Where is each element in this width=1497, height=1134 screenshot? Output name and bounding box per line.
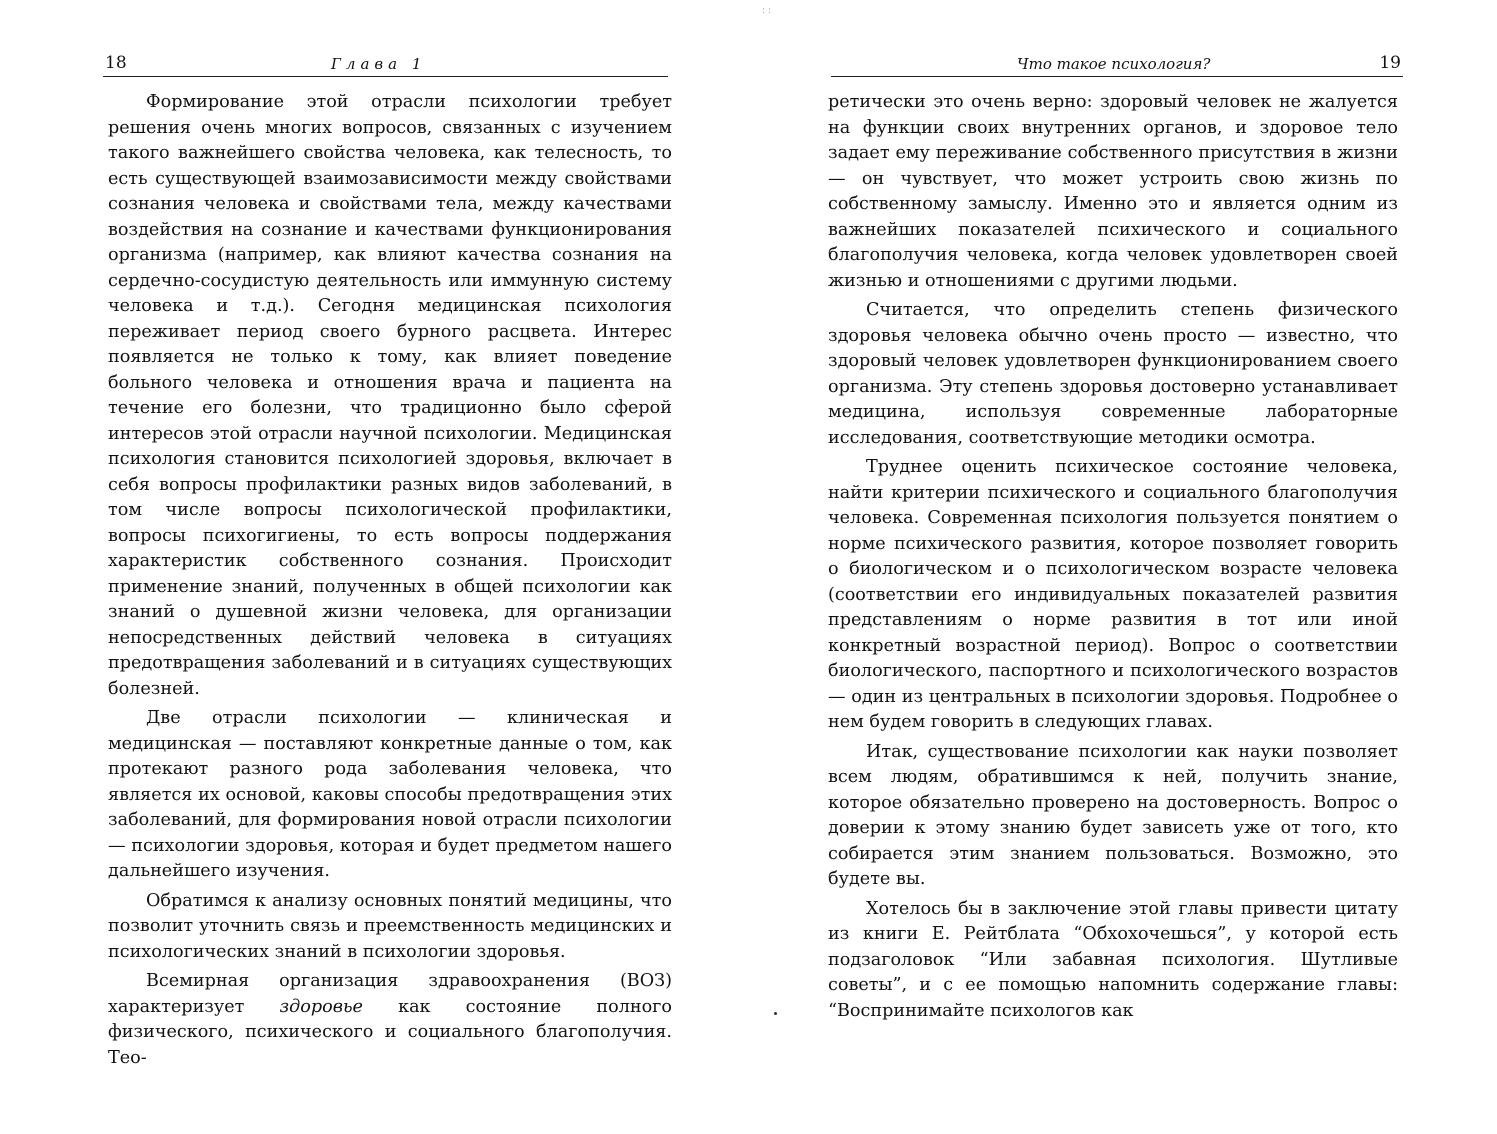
left-body-text bbox=[108, 90, 672, 1071]
left-paragraph-4 bbox=[108, 969, 672, 1071]
left-page bbox=[0, 0, 748, 1134]
gutter-mark: : : bbox=[762, 6, 771, 16]
right-paragraph-4: Хотелось бы в заключение этой главы привести цитату из книги Е. Рейтблата “Обхохочешься”, у которой есть подзаголовок “Или забавная психология. Шутливые советы”, и с ее помощью напомнить содержание главы: “Воспринимайте психологов как bbox=[828, 898, 1398, 1021]
left-page-number: 18 bbox=[105, 53, 127, 73]
left-paragraph-1: Формирование этой отрасли психологии требует решения очень многих вопросов, связанных с изучением такого важнейшего свойства человека, как телесность, то есть существующей взаимозависимости между свойствами сознания человека и свойствами тела, между качествами воздействия на сознание и качествами функционирования организма (например, как влияют качества сознания на сердечно-сосудистую деятельность или иммунную систему человека и т.д.). Сегодня медицинская психология переживает период своего бурного расцвета. Интерес появляется не только к тому, как влияет поведение больного человека и отношения врача и пациента на течение его болезни, что традиционно было сферой интересов этой отрасли научной психологии. Медицинская психология становится психологией здоровья, включает в себя вопросы профилактики разных видов заболеваний, в том числе вопросы психологической профилактики, вопросы психогигиены, то есть вопросы поддержания характеристик собственного сознания. Происходит применение знаний, полученных в общей психологии как знаний о душевной жизни человека, для организации непосредственных действий человека в ситуациях предотвращения заболеваний и в ситуациях существующих болезней. bbox=[108, 92, 672, 699]
right-paragraph-1: Считается, что определить степень физического здоровья человека обычно очень просто — известно, что здоровый человек удовлетворен функционированием своего организма. Эту степень здоровья достоверно устанавливает медицина, используя современные лабораторные исследования, соответствующие методики осмотра. bbox=[828, 300, 1398, 448]
left-paragraph-4-start: Всемирная организация здравоохранения (ВОЗ) характеризует bbox=[108, 971, 672, 1017]
right-page-number: 19 bbox=[1379, 53, 1401, 73]
right-paragraph-2: Труднее оценить психическое состояние человека, найти критерии психического и социального благополучия человека. Современная психология пользуется понятием о норме психического развития, которое позволяет говорить о биологическом и о психологическом возрасте человека (соответствии его индивидуальных показателей развития представлениям о норме развития в тот или иной конкретный возрастной период). Вопрос о соответствии биологического, паспортного и психологического возрастов — один из центральных в психологии здоровья. Подробнее о нем будем говорить в следующих главах. bbox=[828, 457, 1398, 732]
right-page bbox=[749, 0, 1497, 1134]
left-chapter-title: Глава 1 bbox=[331, 55, 427, 73]
right-section-title: Что такое психология? bbox=[1017, 55, 1211, 73]
health-term: здоровье bbox=[279, 996, 363, 1017]
left-paragraph-2: Две отрасли психологии — клиническая и медицинская — поставляют конкретные данные о том, как протекают разного рода заболевания человека, что является их основой, каковы способы предотвращения этих заболеваний, для формирования новой отрасли психологии — психологии здоровья, которая и будет предметом нашего дальнейшего изучения. bbox=[108, 708, 672, 881]
left-paragraph-3: Обратимся к анализу основных понятий медицины, что позволит уточнить связь и преемственность медицинских и психологических знаний в психологии здоровья. bbox=[108, 890, 672, 962]
right-running-head bbox=[831, 54, 1403, 77]
right-body-text bbox=[828, 90, 1398, 1024]
right-continuation: ретически это очень верно: здоровый человек не жалуется на функции своих внутренних органов, и здоровое тело задает ему переживание собственного присутствия в жизни — он чувствует, что может устроить свою жизнь по собственному замыслу. Именно это и является одним из важнейших показателей психического и социального благополучия человека, когда человек удовлетворен своей жизнью и отношениями с другими людьми. bbox=[828, 92, 1398, 291]
left-running-head bbox=[103, 54, 668, 77]
left-paragraph-4-end: как состояние полного физического, психического и социального благополучия. Тео- bbox=[108, 996, 672, 1068]
right-paragraph-3: Итак, существование психологии как науки позволяет всем людям, обратившимся к ней, получить знание, которое обязательно проверено на достоверность. Вопрос о доверии к этому знанию будет зависеть уже от того, кто собирается этим знанием пользоваться. Возможно, это будете вы. bbox=[828, 741, 1398, 889]
